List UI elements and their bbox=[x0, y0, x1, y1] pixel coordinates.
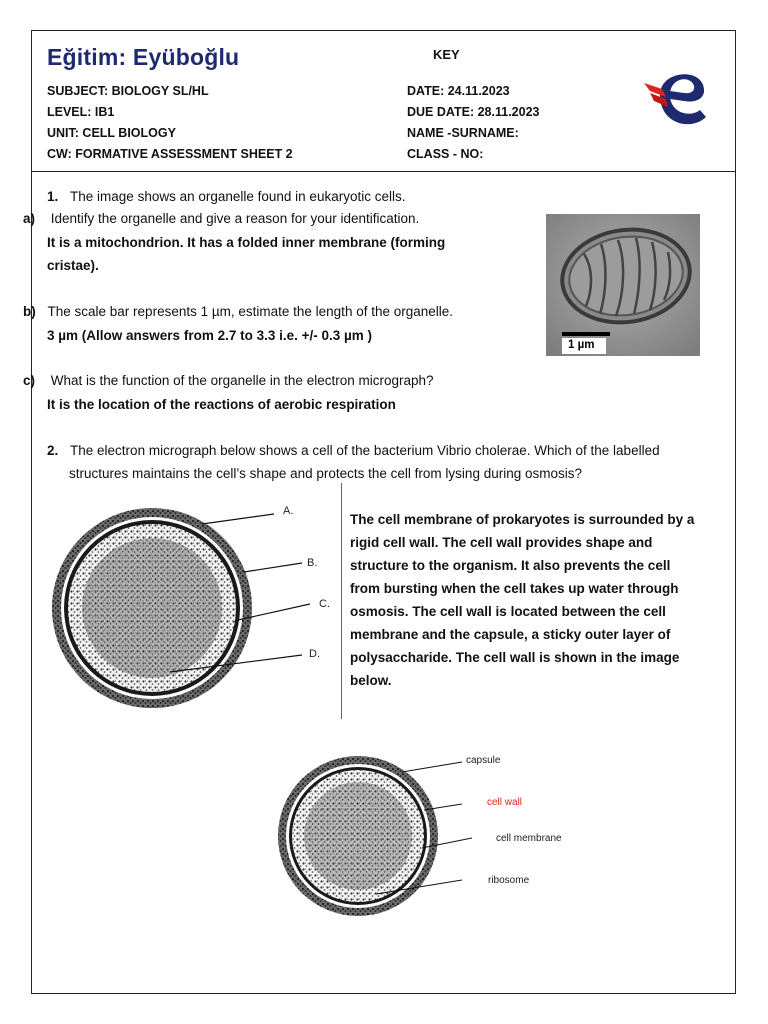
subject-line: SUBJECT: BIOLOGY SL/HL bbox=[47, 84, 209, 98]
unit-line: UNIT: CELL BIOLOGY bbox=[47, 126, 176, 140]
q1c-label: c) bbox=[23, 373, 36, 388]
q2-answer-line-5: osmosis. The cell wall is located between the cell bbox=[350, 604, 666, 619]
q1-number: 1. bbox=[47, 189, 59, 204]
q2-answer-line-2: rigid cell wall. The cell wall provides shape and bbox=[350, 535, 653, 550]
q2-prompt-line1: The electron micrograph below shows a cell of the bacterium Vibrio cholerae. Which of the labelled bbox=[70, 443, 660, 458]
mitochondrion-image bbox=[546, 214, 700, 356]
q2-answer-line-7: polysaccharide. The cell wall is shown in the image bbox=[350, 650, 680, 665]
cw-line: CW: FORMATIVE ASSESSMENT SHEET 2 bbox=[47, 147, 293, 161]
q2-answer-line-6: membrane and the capsule, a sticky outer layer of bbox=[350, 627, 671, 642]
level-line: LEVEL: IB1 bbox=[47, 105, 115, 119]
q1c-row bbox=[23, 373, 434, 388]
q1a-label: a) bbox=[23, 211, 36, 226]
label-a: A. bbox=[283, 505, 294, 517]
class-no-line: CLASS - NO: bbox=[407, 147, 484, 161]
label-c: C. bbox=[319, 598, 330, 610]
q1b-question: The scale bar represents 1 µm, estimate the length of the organelle. bbox=[47, 304, 454, 319]
date-line: DATE: 24.11.2023 bbox=[407, 84, 510, 98]
q2-prompt-row bbox=[47, 443, 660, 458]
q1b-label: b) bbox=[23, 304, 36, 319]
diagram-label-capsule: capsule bbox=[466, 755, 501, 766]
bacterium-micrograph bbox=[52, 500, 342, 720]
scale-bar-label: 1 µm bbox=[568, 339, 595, 351]
brand-title: Eğitim: Eyüboğlu bbox=[47, 44, 240, 70]
q2-answer-line-8: below. bbox=[350, 673, 392, 688]
q1a-answer-line2: cristae). bbox=[47, 258, 99, 273]
diagram-label-ribosome: ribosome bbox=[488, 875, 530, 886]
q2-answer-line-4: from bursting when the cell takes up water through bbox=[350, 581, 679, 596]
diagram-label-cell-membrane: cell membrane bbox=[496, 833, 562, 844]
label-d: D. bbox=[309, 648, 320, 660]
q1c-question: What is the function of the organelle in the electron micrograph? bbox=[50, 373, 434, 388]
q1a-question: Identify the organelle and give a reason for your identification. bbox=[50, 211, 420, 226]
q2-answer-line-1: The cell membrane of prokaryotes is surrounded by a bbox=[350, 512, 695, 527]
due-date-line: DUE DATE: 28.11.2023 bbox=[407, 105, 540, 119]
labelled-bacterium-diagram bbox=[272, 748, 472, 920]
mitochondrion-micrograph bbox=[546, 214, 700, 356]
q2-number: 2. bbox=[47, 443, 59, 458]
name-surname-line: NAME -SURNAME: bbox=[407, 126, 519, 140]
q1-prompt-row bbox=[47, 189, 405, 204]
q1a-answer-line1: It is a mitochondrion. It has a folded inner membrane (forming bbox=[47, 235, 446, 250]
q2-answer-line-3: structure to the organism. It also prevents the cell bbox=[350, 558, 671, 573]
label-b: B. bbox=[307, 557, 318, 569]
header-divider bbox=[31, 171, 736, 172]
q1c-answer: It is the location of the reactions of aerobic respiration bbox=[47, 397, 396, 412]
q1a-row bbox=[23, 211, 419, 226]
q1-prompt: The image shows an organelle found in eukaryotic cells. bbox=[70, 189, 406, 204]
diagram-label-cell-wall: cell wall bbox=[487, 797, 523, 808]
column-divider bbox=[341, 483, 342, 719]
key-label: KEY bbox=[433, 47, 460, 62]
q1b-row bbox=[23, 304, 453, 319]
q1b-answer: 3 µm (Allow answers from 2.7 to 3.3 i.e. +/- 0.3 µm ) bbox=[47, 328, 373, 343]
school-logo-icon bbox=[640, 55, 712, 135]
q2-prompt-line2: structures maintains the cell’s shape and protects the cell from lysing during osmosis? bbox=[69, 466, 582, 481]
